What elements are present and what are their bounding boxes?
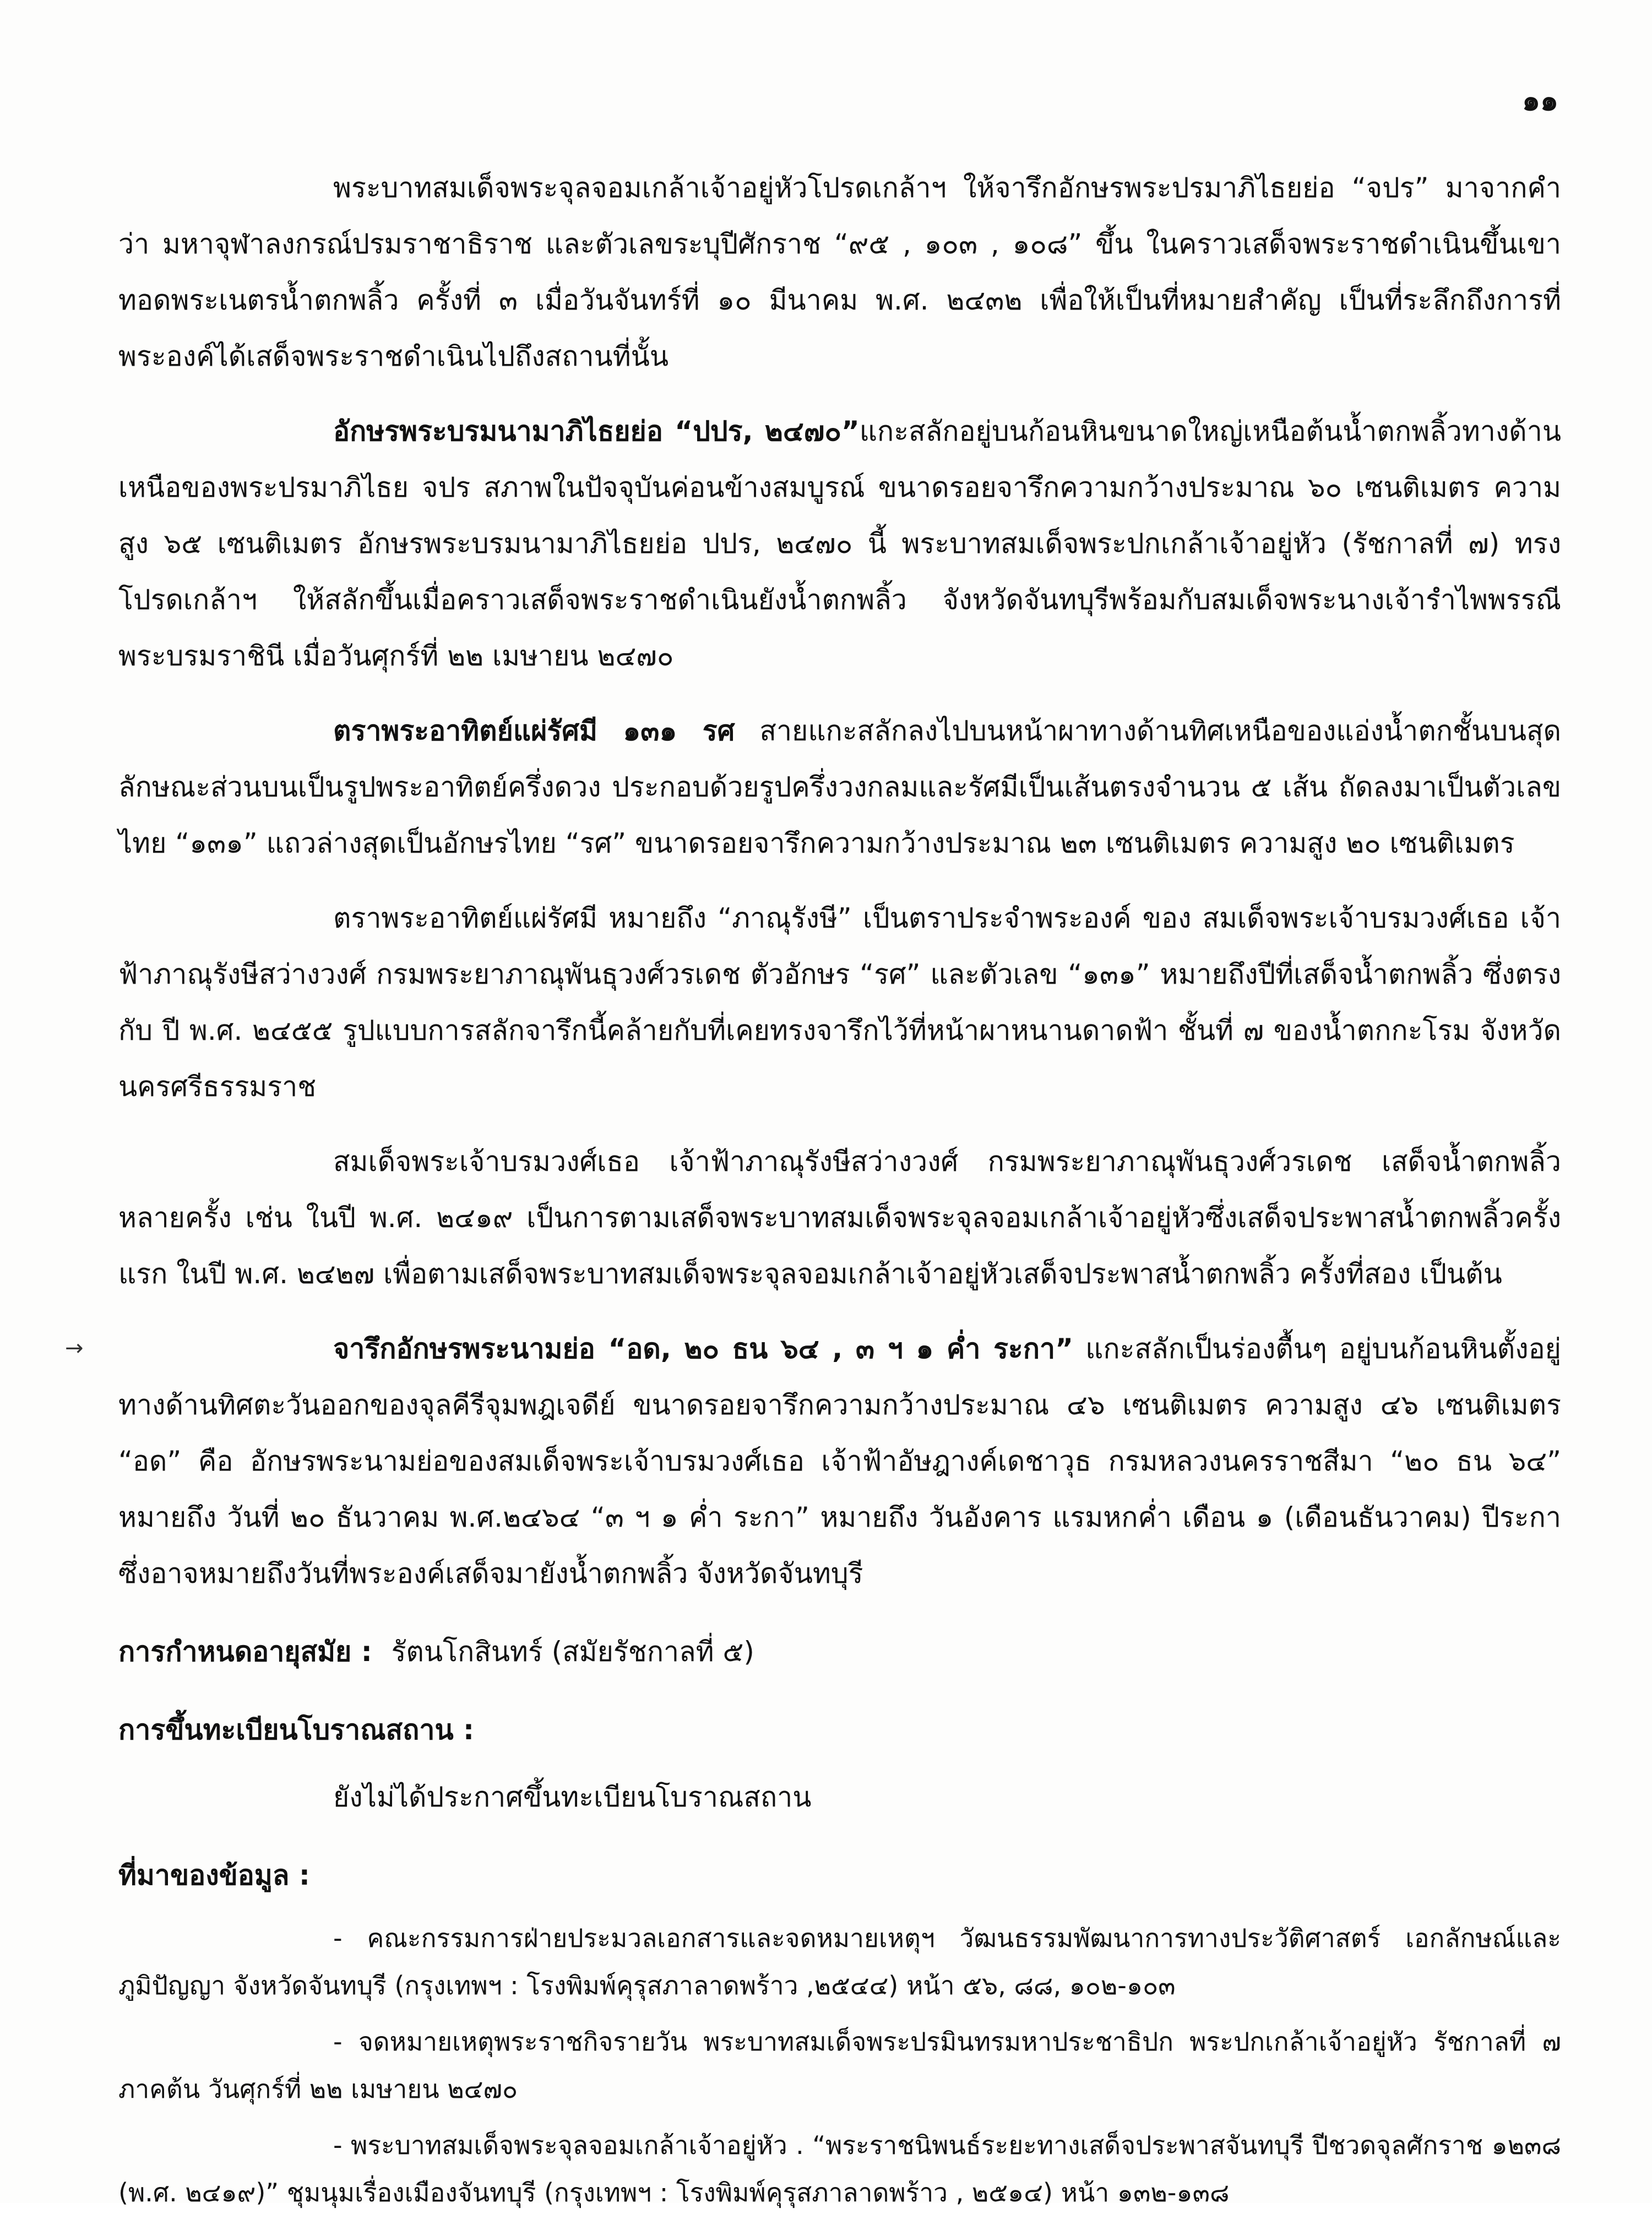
paragraph-ppr-inscription: อักษรพระบรมนามาภิไธยย่อ “ปปร, ๒๔๗๐”แกะสลักอยู่บนก้อนหินขนาดใหญ่เหนือต้นน้ำตกพลิ้วทางด้านเหนือของพระปรมาภิไธย จปร สภาพในปัจจุบันค่อนข้างสมบูรณ์ ขนาดรอยจารึกความกว้างประมาณ ๖๐ เซนติเมตร ความสูง ๖๕ เซนติเมตร อักษรพระบรมนามาภิไธยย่อ ปปร, ๒๔๗๐ นี้ พระบาทสมเด็จพระปกเกล้าเจ้าอยู่หัว (รัชกาลที่ ๗) ทรงโปรดเกล้าฯ ให้สลักขึ้นเมื่อคราวเสด็จพระราชดำเนินยังน้ำตกพลิ้ว จังหวัดจันทบุรีพร้อมกับสมเด็จพระนางเจ้ารำไพพรรณี พระบรมราชินี เมื่อวันศุกร์ที่ ๒๒ เมษายน ๒๔๗๐	[118, 415, 1561, 672]
dating-section	[118, 1624, 1561, 1680]
dating-value: รัตนโกสินทร์ (สมัยรัชกาลที่ ๕)	[391, 1636, 754, 1668]
paragraph-heading: จารึกอักษรพระนามย่อ “อด, ๒๐ ธน ๖๔ , ๓ ฯ ๑ ค่ำ ระกา”	[333, 1333, 1073, 1365]
source-item: - จดหมายเหตุพระราชกิจรายวัน พระบาทสมเด็จพระปรมินทรมหาประชาธิปก พระปกเกล้าเจ้าอยู่หัว รัชกาลที่ ๗ ภาคต้น วันศุกร์ที่ ๒๒ เมษายน ๒๔๗๐	[118, 2027, 1561, 2104]
sources-list	[118, 1914, 1561, 2216]
paragraph-heading: อักษรพระบรมนามาภิไธยย่อ “ปปร, ๒๔๗๐”	[333, 415, 860, 447]
paragraph-prince-visits: สมเด็จพระเจ้าบรมวงศ์เธอ เจ้าฟ้าภาณุรังษีสว่างวงศ์ กรมพระยาภาณุพันธุวงศ์วรเดช เสด็จน้ำตกพลิ้วหลายครั้ง เช่น ในปี พ.ศ. ๒๔๑๙ เป็นการตามเสด็จพระบาทสมเด็จพระจุลจอมเกล้าเจ้าอยู่หัวซึ่งเสด็จประพาสน้ำตกพลิ้วครั้งแรก ในปี พ.ศ. ๒๔๒๗ เพื่อตามเสด็จพระบาทสมเด็จพระจุลจอมเกล้าเจ้าอยู่หัวเสด็จประพาสน้ำตกพลิ้ว ครั้งที่สอง เป็นต้น	[118, 1146, 1561, 1290]
registration-label: การขึ้นทะเบียนโบราณสถาน :	[118, 1714, 475, 1746]
page-number: ๑๑	[1521, 84, 1558, 117]
registration-value: ยังไม่ได้ประกาศขึ้นทะเบียนโบราณสถาน	[333, 1781, 812, 1813]
sources-label: ที่มาของข้อมูล :	[118, 1859, 310, 1891]
margin-arrow-mark: →	[65, 1336, 84, 1361]
dating-label: การกำหนดอายุสมัย :	[118, 1636, 372, 1668]
paragraph-sun-emblem-meaning: ตราพระอาทิตย์แผ่รัศมี หมายถึง “ภาณุรังษี” เป็นตราประจำพระองค์ ของ สมเด็จพระเจ้าบรมวงศ์เธอ เจ้าฟ้าภาณุรังษีสว่างวงศ์ กรมพระยาภาณุพันธุวงศ์วรเดช ตัวอักษร “รศ” และตัวเลข “๑๓๑” หมายถึงปีที่เสด็จน้ำตกพลิ้ว ซึ่งตรงกับ ปี พ.ศ. ๒๔๕๕ รูปแบบการสลักจารึกนี้คล้ายกับที่เคยทรงจารึกไว้ที่หน้าผาหนานดาดฟ้า ชั้นที่ ๗ ของน้ำตกกะโรม จังหวัดนครศรีธรรมราช	[118, 902, 1561, 1103]
document-body	[118, 160, 1561, 2225]
source-item: - พระบาทสมเด็จพระจุลจอมเกล้าเจ้าอยู่หัว . “พระราชนิพนธ์ระยะทางเสด็จประพาสจันทบุรี ปีชวดจุลศักราช ๑๒๓๘ (พ.ศ. ๒๔๑๙)” ชุมนุมเรื่องเมืองจันทบุรี (กรุงเทพฯ : โรงพิมพ์คุรุสภาลาดพร้าว , ๒๕๑๔) หน้า ๑๓๒-๑๓๘	[118, 2130, 1561, 2207]
paragraph-sun-emblem: ตราพระอาทิตย์แผ่รัศมี ๑๓๑ รศ สายแกะสลักลงไปบนหน้าผาทางด้านทิศเหนือของแอ่งน้ำตกชั้นบนสุด ลักษณะส่วนบนเป็นรูปพระอาทิตย์ครึ่งดวง ประกอบด้วยรูปครึ่งวงกลมและรัศมีเป็นเส้นตรงจำนวน ๕ เส้น ถัดลงมาเป็นตัวเลขไทย “๑๓๑” แถวล่างสุดเป็นอักษรไทย “รศ” ขนาดรอยจารึกความกว้างประมาณ ๒๓ เซนติเมตร ความสูง ๒๐ เซนติเมตร	[118, 715, 1561, 859]
paragraph-heading: ตราพระอาทิตย์แผ่รัศมี ๑๓๑ รศ	[333, 715, 735, 747]
paragraph-ad-inscription: จารึกอักษรพระนามย่อ “อด, ๒๐ ธน ๖๔ , ๓ ฯ ๑ ค่ำ ระกา” แกะสลักเป็นร่องตื้นๆ อยู่บนก้อนหินตั้งอยู่ทางด้านทิศตะวันออกของจุลคีรีจุมพฎเจดีย์ ขนาดรอยจารึกความกว้างประมาณ ๔๖ เซนติเมตร ความสูง ๔๖ เซนติเมตร “อด” คือ อักษรพระนามย่อของสมเด็จพระเจ้าบรมวงศ์เธอ เจ้าฟ้าอัษฎางค์เดชาวุธ กรมหลวงนครราชสีมา “๒๐ ธน ๖๔” หมายถึง วันที่ ๒๐ ธันวาคม พ.ศ.๒๔๖๔ “๓ ฯ ๑ ค่ำ ระกา” หมายถึง วันอังคาร แรมหกค่ำ เดือน ๑ (เดือนธันวาคม) ปีระกา ซึ่งอาจหมายถึงวันที่พระองค์เสด็จมายังน้ำตกพลิ้ว จังหวัดจันทบุรี	[118, 1333, 1561, 1589]
source-item: - คณะกรรมการฝ่ายประมวลเอกสารและจดหมายเหตุฯ วัฒนธรรมพัฒนาการทางประวัติศาสตร์ เอกลักษณ์และภูมิปัญญา จังหวัดจันทบุรี (กรุงเทพฯ : โรงพิมพ์คุรุสภาลาดพร้าว ,๒๕๔๔) หน้า ๕๖, ๘๘, ๑๐๒-๑๐๓	[118, 1923, 1561, 2000]
paragraph-jpr-inscription: พระบาทสมเด็จพระจุลจอมเกล้าเจ้าอยู่หัวโปรดเกล้าฯ ให้จารึกอักษรพระปรมาภิไธยย่อ “จปร” มาจากคำว่า มหาจุฬาลงกรณ์ปรมราชาธิราช และตัวเลขระบุปีศักราช “๙๕ , ๑๐๓ , ๑๐๘” ขึ้น ในคราวเสด็จพระราชดำเนินขึ้นเขาทอดพระเนตรน้ำตกพลิ้ว ครั้งที่ ๓ เมื่อวันจันทร์ที่ ๑๐ มีนาคม พ.ศ. ๒๔๓๒ เพื่อให้เป็นที่หมายสำคัญ เป็นที่ระลึกถึงการที่พระองค์ได้เสด็จพระราชดำเนินไปถึงสถานที่นั้น	[118, 172, 1561, 372]
